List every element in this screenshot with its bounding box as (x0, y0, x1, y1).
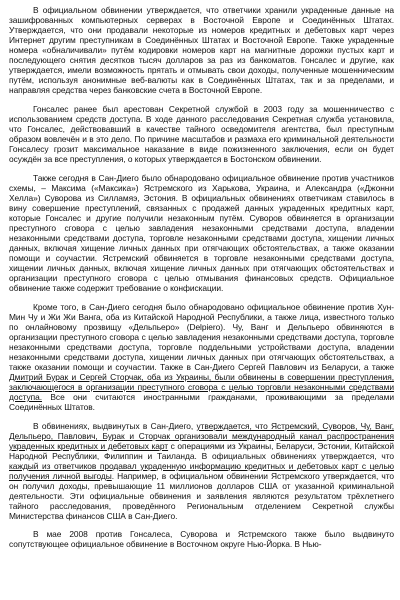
paragraph-5-text-c: . Например, в официальном обвинении Ястремского утверждается, что он получил доходы, превышающие 11 миллионов долларов США от указанной криминальной деятельности. Эти официальные обвинения и заявления являются результатом трёхлетнего тайного расследования, проведённого Региональным отделением Секретной службы Министерства финансов США в Сан-Диего. (9, 471, 394, 521)
paragraph-1-text: В официальном обвинении утверждается, что ответчики хранили украденные данные на зашифрованных компьютерных серверах в Восточной Европе и Соединённых Штатах. Утверждается, что они продавали некоторые из номеров кредитных и дебетовых карт через Интернет другим преступникам в Соединённых Штатах и Восточной Европе. Также украденные номера «обналичивали» путём кодировки номеров карт на магнитные дорожки пустых карт и последующего снятия десятков тысяч долларов за раз из банкоматов. Гонсалес и другие, как утверждается, имели возможность прятать и отмывать свои доходы, полученные мошенническим путём, используя анонимные веб-валюты как в Соединённых Штатах, так и за пределами, и направляя средства через банковские счета в Восточной Европе. (9, 5, 394, 95)
paragraph-2-text: Гонсалес ранее был арестован Секретной службой в 2003 году за мошенничество с использованием средств доступа. В ходе данного расследования Секретная служба установила, что Гонсалес, действовавший в качестве тайного осведомителя агентства, был преступным образом вовлечён и в это дело. По причине масштабов и размаха его криминальной деятельности Гонсалесу грозит максимальное наказание в виде пожизненного заключения, если он будет осуждён за все преступления, о которых утверждается в Бостонском обвинении. (9, 104, 394, 164)
paragraph-4-text-a: Кроме того, в Сан-Диего сегодня было обнародовано официальное обвинение против Хун-Мин Чу и Жи Жи Ванга, оба из Китайской Народной Республики, а также лица, известного только по онлайновому прозвищу «Дельпьеро» (Delpiero). Чу, Ванг и Дельпьеро обвиняются в организации преступного сговора с целью завладения незаконными средствами доступа, торговле незаконными средствами доступа, торговле поддельными устройствами доступа, владении незаконными средствами доступа, хищении личных данных при отягчающих обстоятельствах, а также оказании помощи и соучастии. Также в Сан-Диего Сергей Павлович из Беларуси, а также (9, 302, 394, 372)
paragraph-4 (9, 302, 394, 412)
paragraph-gap (9, 412, 394, 421)
paragraph-5-underlined-text-b: каждый из ответчиков продавал украденную информацию кредитных и дебетовых карт с целью получения личной выгоды (9, 461, 394, 481)
paragraph-1 (9, 5, 394, 95)
paragraph-gap (9, 521, 394, 529)
paragraph-6-text: В мае 2008 против Гонсалеса, Суворова и Ястремского также было выдвинуто сопутствующее официальное обвинение в Восточном округе Нью-Йорка. В Нью- (9, 529, 394, 549)
paragraph-5-text-a: В обвинениях, выдвинутых в Сан-Диего, (33, 421, 197, 431)
paragraph-gap (9, 293, 394, 302)
paragraph-5 (9, 421, 394, 521)
paragraph-4-text-b: Все они считаются иностранными гражданами, проживающими за пределами Соединённых Штатов. (9, 392, 394, 412)
paragraph-5-text-b: с операциями из Украины, Беларуси, Эстонии, Китайской Народной Республики, Филиппин и Таиланда. В официальных обвинениях утверждается, что (9, 441, 394, 461)
paragraph-4-underlined-text: Дмитрий Бурак и Сергей Сторчак, оба из Украины, были обвинены в совершении преступления, заключающегося в организации преступного сговора с целью торговли незаконными средствами доступа. (9, 372, 394, 402)
paragraph-3 (9, 173, 394, 293)
paragraph-6 (9, 529, 394, 549)
paragraph-5-underlined-text-a: утверждается, что Ястремский, Суворов, Чу, Ванг, Дельпьеро, Павлович, Бурак и Сторчак организовали международный канал распространения украденных кредитных и дебетовых карт (9, 421, 395, 451)
paragraph-gap (9, 95, 394, 104)
paragraph-gap (9, 164, 394, 173)
paragraph-2 (9, 104, 394, 164)
paragraph-3-text: Также сегодня в Сан-Диего было обнародовано официальное обвинение против участников схемы, – Максима («Максика») Ястремского из Харькова, Украина, и Александра («Джонни Хелла») Суворова из Силламяэ, Эстония. В официальных обвинениях ответчикам ставилось в вину совершение преступлений, связанных с продажей данных украденных кредитных карт, которые Гонсалес и другие получили незаконным путём. Суворов обвиняется в организации преступного сговора с целью завладения незаконными средствами доступа, владении незаконными средствами доступа, торговле незаконными средствами доступа, хищении личных данных, включая хищение личных данных при отягчающих обстоятельствах, а также оказании помощи и соучастии. Ястремский обвиняется в торговле незаконными средствами доступа, хищении личных данных, включая хищение личных данных при отягчающих обстоятельствах и организации преступного сговора с целью отмывания финансовых средств. Официальное обвинение также содержит требование о конфискации. (9, 173, 394, 293)
